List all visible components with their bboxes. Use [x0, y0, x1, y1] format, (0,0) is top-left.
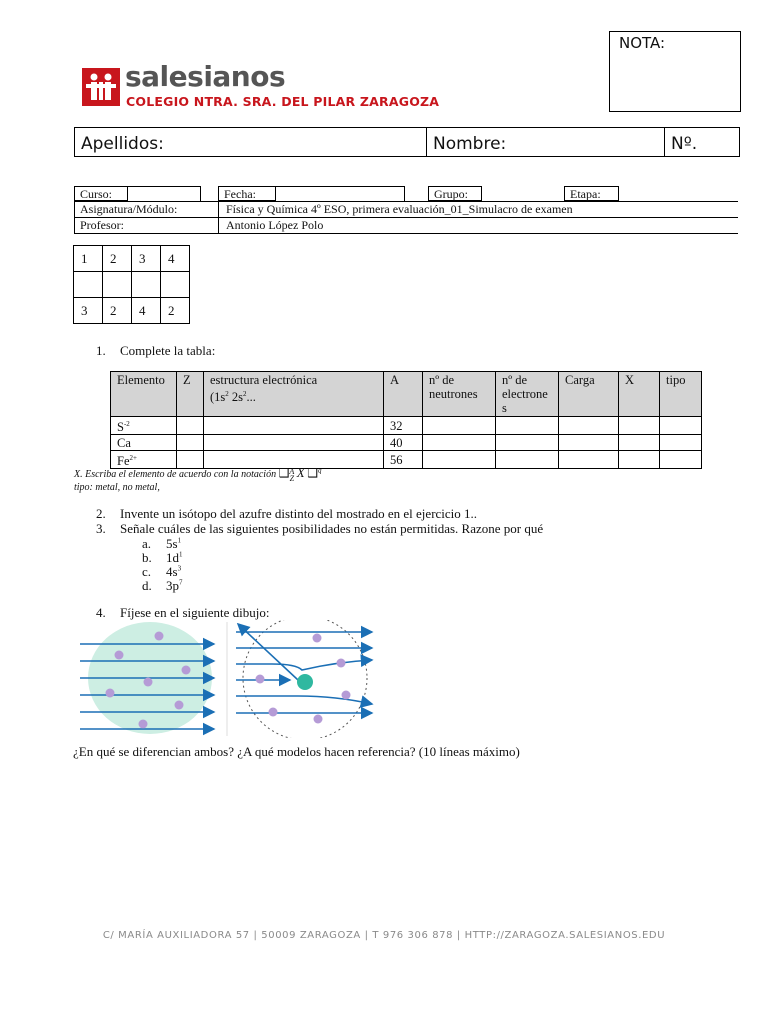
cell-estructura[interactable] — [204, 435, 384, 451]
grid-cell[interactable] — [103, 272, 132, 298]
cell-electrones[interactable] — [496, 417, 559, 435]
cell-neutrones[interactable] — [423, 435, 496, 451]
notation-mass-number: A — [289, 466, 295, 476]
col-estructura-sup1: 2 — [225, 390, 229, 398]
cell-z[interactable] — [177, 417, 204, 435]
cell-electrones[interactable] — [496, 451, 559, 469]
grid-row — [74, 298, 190, 324]
cell-z[interactable] — [177, 435, 204, 451]
curso-field[interactable] — [128, 186, 201, 202]
info-row-profesor — [74, 218, 738, 234]
option-orbital: 1d — [166, 550, 179, 565]
fecha-field[interactable] — [276, 186, 405, 202]
table-row — [111, 435, 702, 451]
option-orbital: 4s — [166, 564, 178, 579]
notation-note-text: X. Escriba el elemento de acuerdo con la notación — [74, 469, 277, 480]
col-estructura-line2a: (1s — [210, 390, 226, 405]
notation-charge: q — [317, 466, 322, 475]
cell-elemento — [111, 435, 177, 451]
grid-cell[interactable] — [161, 272, 190, 298]
cell-neutrones[interactable] — [423, 451, 496, 469]
cell-carga[interactable] — [559, 435, 619, 451]
student-name-row — [74, 127, 740, 157]
info-row-asignatura — [74, 201, 738, 218]
info-row-curso — [74, 186, 738, 201]
cell-carga[interactable] — [559, 451, 619, 469]
grupo-label: Grupo: — [428, 186, 482, 201]
element-charge: 2+ — [129, 454, 137, 463]
element-symbol: Ca — [117, 435, 131, 450]
notation-box-left: ❑ — [278, 466, 290, 480]
element-charge: -2 — [123, 420, 130, 428]
question-number: 2. — [96, 506, 106, 521]
atomic-models-diagram — [76, 620, 376, 738]
col-electrones-line1: nº de — [502, 373, 528, 387]
exam-info-table — [74, 186, 738, 234]
col-tipo: tipo — [660, 372, 702, 417]
fecha-label: Fecha: — [218, 186, 276, 201]
logo-subtitle: COLEGIO NTRA. SRA. DEL PILAR ZARAGOZA — [126, 94, 440, 109]
option-electrons: 1 — [179, 550, 183, 559]
grid-cell[interactable] — [132, 272, 161, 298]
col-neutrones-line1: nº de — [429, 373, 455, 387]
option-letter: d. — [142, 578, 152, 593]
grade-box[interactable] — [609, 31, 741, 112]
question-text: Invente un isótopo del azufre distinto del mostrado en el ejercicio 1.. — [120, 506, 478, 521]
table-row — [111, 417, 702, 435]
notation-symbol: X — [296, 465, 305, 480]
nombre-field[interactable] — [427, 128, 665, 156]
notation-box-right: ❑ — [307, 466, 318, 480]
numero-field[interactable] — [665, 128, 739, 156]
cell-x[interactable] — [619, 435, 660, 451]
option-orbital: 3p — [166, 578, 179, 593]
cell-a: 56 — [384, 451, 423, 469]
element-table — [110, 371, 702, 469]
question-4-prompt: ¿En qué se diferencian ambos? ¿A qué modelos hacen referencia? (10 líneas máximo) — [73, 744, 520, 759]
option-value — [166, 578, 183, 594]
question-text: Complete la tabla: — [120, 343, 216, 358]
etapa-label: Etapa: — [564, 186, 619, 201]
profesor-label: Profesor: — [75, 218, 219, 233]
profesor-value: Antonio López Polo — [226, 218, 324, 232]
grid-cell: 4 — [132, 298, 161, 324]
logo-name: salesianos — [125, 60, 286, 93]
cell-a: 40 — [384, 435, 423, 451]
col-x: X — [619, 372, 660, 417]
option-letter: c. — [142, 564, 152, 579]
col-estructura-line1: estructura electrónica — [210, 373, 318, 387]
option-electrons: 3 — [177, 564, 182, 573]
cell-neutrones[interactable] — [423, 417, 496, 435]
grid-row — [74, 272, 190, 298]
col-electrones — [496, 372, 559, 417]
thomson-model — [80, 622, 214, 734]
grid-cell: 2 — [103, 246, 132, 272]
nombre-label: Nombre: — [433, 134, 507, 154]
question-number: 1. — [96, 343, 106, 358]
col-neutrones — [423, 372, 496, 417]
option-electrons: 7 — [179, 578, 183, 587]
question-number: 4. — [96, 605, 106, 620]
grid-cell: 1 — [74, 246, 103, 272]
grid-cell: 4 — [161, 246, 190, 272]
grade-label: NOTA: — [619, 34, 666, 52]
asignatura-value: Física y Química 4º ESO, primera evaluación_01_Simulacro de examen — [226, 202, 573, 216]
option-orbital: 5s — [166, 536, 178, 551]
option-electrons: 1 — [177, 536, 182, 545]
cell-a: 32 — [384, 417, 423, 435]
grid-row — [74, 246, 190, 272]
element-symbol: Fe — [117, 454, 130, 469]
salesianos-logo-icon — [82, 68, 120, 106]
cell-tipo[interactable] — [660, 435, 702, 451]
grid-cell: 2 — [161, 298, 190, 324]
numero-label: Nº. — [671, 134, 698, 154]
grid-cell: 3 — [132, 246, 161, 272]
cell-x[interactable] — [619, 451, 660, 469]
col-a: A — [384, 372, 423, 417]
cell-tipo[interactable] — [660, 451, 702, 469]
grid-cell[interactable] — [74, 272, 103, 298]
col-elemento: Elemento — [111, 372, 177, 417]
tipo-note: tipo: metal, no metal, — [74, 482, 160, 493]
grid-cell: 3 — [74, 298, 103, 324]
notation-atomic-number: Z — [289, 473, 295, 483]
notation-note — [74, 465, 321, 482]
apellidos-label: Apellidos: — [81, 134, 164, 154]
col-estructura-line2c: ... — [246, 390, 256, 405]
col-estructura-line2b: 2s — [228, 390, 244, 405]
question-text: Señale cuáles de las siguientes posibilidades no están permitidas. Razone por qué — [120, 521, 544, 536]
page-footer: C/ MARÍA AUXILIADORA 57 | 50009 ZARAGOZA | T 976 306 878 | HTTP://ZARAGOZA.SALESIANOS.EDU — [102, 930, 666, 941]
question-text: Fíjese en el siguiente dibujo: — [120, 605, 270, 620]
asignatura-label: Asignatura/Módulo: — [75, 202, 219, 217]
col-carga: Carga — [559, 372, 619, 417]
col-neutrones-line2: neutrones — [429, 387, 478, 401]
element-table-header — [111, 372, 702, 417]
cell-tipo[interactable] — [660, 417, 702, 435]
cell-carga[interactable] — [559, 417, 619, 435]
col-z: Z — [177, 372, 204, 417]
cell-x[interactable] — [619, 417, 660, 435]
col-estructura-sup2: 2 — [243, 390, 247, 398]
col-electrones-line3: s — [502, 401, 507, 415]
curso-label: Curso: — [74, 186, 128, 201]
apellidos-field[interactable] — [75, 128, 427, 156]
question-number: 3. — [96, 521, 106, 536]
col-estructura — [204, 372, 384, 417]
col-electrones-line2: electrone — [502, 387, 548, 401]
option-letter: b. — [142, 550, 152, 565]
element-symbol: S — [117, 420, 124, 435]
cell-estructura[interactable] — [204, 417, 384, 435]
cell-elemento — [111, 417, 177, 435]
rutherford-model — [236, 620, 372, 738]
answer-grid — [73, 245, 190, 324]
option-letter: a. — [142, 536, 152, 551]
cell-electrones[interactable] — [496, 435, 559, 451]
grid-cell: 2 — [103, 298, 132, 324]
